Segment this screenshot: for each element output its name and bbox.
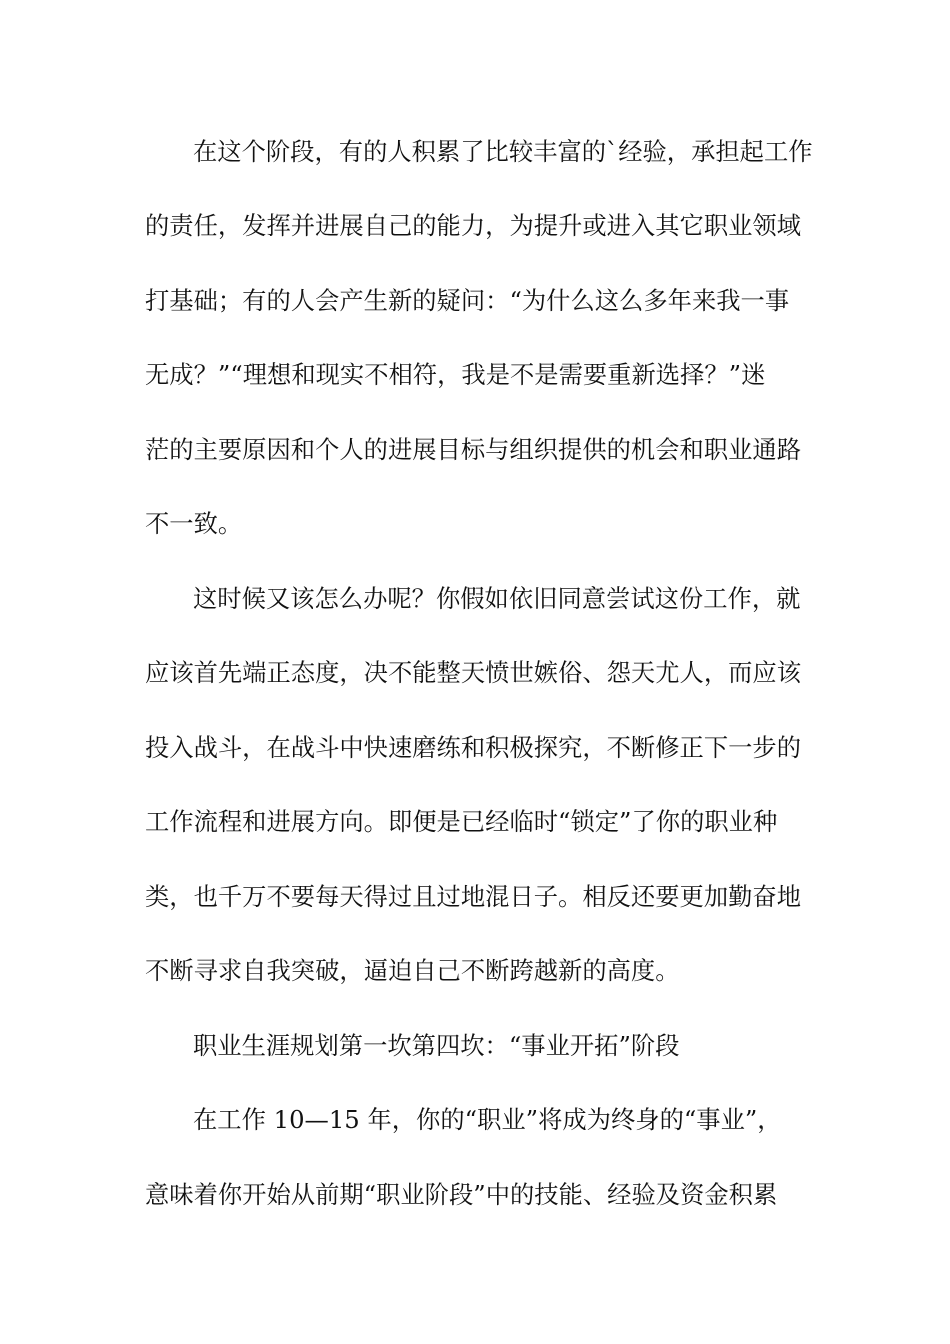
paragraph-2-line-3	[0, 728, 950, 768]
text-line: 职业生涯规划第一坎第四坎：“事业开拓”阶段	[193, 1031, 680, 1060]
paragraph-2-line-6	[0, 951, 950, 991]
text-line: 无成？”“理想和现实不相符，我是不是需要重新选择？”迷	[145, 360, 766, 389]
text-line: 不断寻求自我突破，逼迫自己不断跨越新的高度。	[145, 956, 680, 985]
text-line: 茫的主要原因和个人的进展目标与组织提供的机会和职业通路	[145, 435, 802, 464]
text-line: 打基础；有的人会产生新的疑问：“为什么这么多年来我一事	[145, 286, 790, 315]
paragraph-2-line-4	[0, 802, 950, 842]
text-line: 在工作 10—15 年，你的“职业”将成为终身的“事业”，	[193, 1105, 782, 1134]
text-line: 应该首先端正态度，决不能整天愤世嫉俗、怨天尤人，而应该	[145, 658, 802, 687]
paragraph-1-line-4	[0, 355, 950, 395]
paragraph-1-line-1	[0, 132, 950, 172]
text-line: 意味着你开始从前期“职业阶段”中的技能、经验及资金积累	[145, 1180, 778, 1209]
text-line: 类，也千万不要每天得过且过地混日子。相反还要更加勤奋地	[145, 882, 802, 911]
text-line: 不一致。	[145, 509, 243, 538]
text-line: 在这个阶段，有的人积累了比较丰富的`经验，承担起工作	[193, 137, 813, 166]
text-line: 的责任，发挥并进展自己的能力，为提升或进入其它职业领域	[145, 211, 802, 240]
paragraph-2-line-5	[0, 877, 950, 917]
paragraph-2-line-1	[0, 579, 950, 619]
text-line: 这时候又该怎么办呢？你假如依旧同意尝试这份工作，就	[193, 584, 801, 613]
paragraph-2-line-2	[0, 653, 950, 693]
paragraph-1-line-2	[0, 206, 950, 246]
section-heading	[0, 1026, 950, 1066]
text-line: 工作流程和进展方向。即便是已经临时“锁定”了你的职业种	[145, 807, 778, 836]
paragraph-1-line-3	[0, 281, 950, 321]
paragraph-3-line-1	[0, 1100, 950, 1140]
paragraph-1-line-5	[0, 430, 950, 470]
paragraph-1-line-6	[0, 504, 950, 544]
text-line: 投入战斗，在战斗中快速磨练和积极探究，不断修正下一步的	[145, 733, 802, 762]
paragraph-3-line-2	[0, 1175, 950, 1215]
